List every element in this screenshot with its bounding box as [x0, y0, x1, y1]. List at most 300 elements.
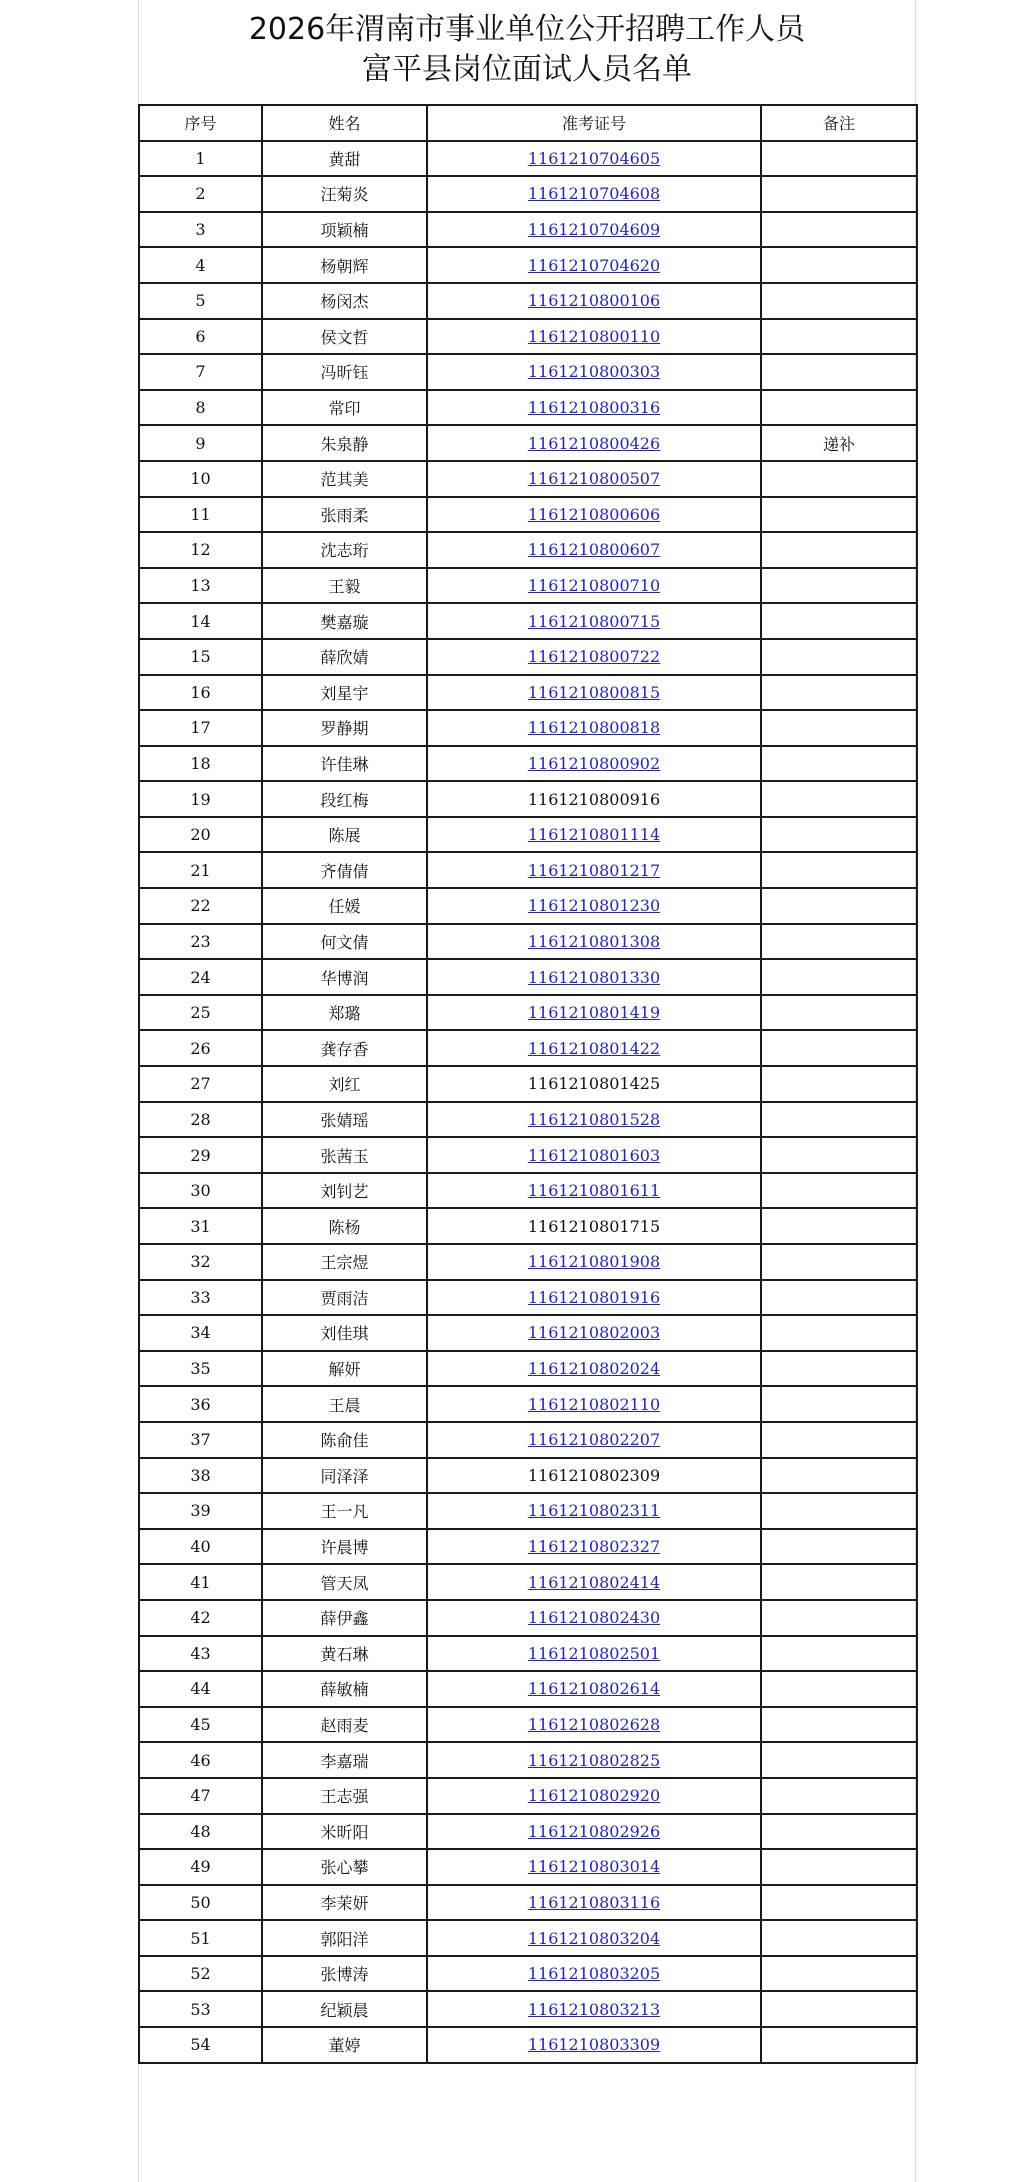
table-row — [139, 1564, 917, 1600]
remark-cell — [761, 639, 917, 675]
name-cell: 张茜玉 — [262, 1137, 427, 1173]
table-row — [139, 212, 917, 248]
exam-id-cell — [427, 1493, 761, 1529]
serial-cell: 47 — [139, 1778, 262, 1814]
name-cell: 朱泉静 — [262, 425, 427, 461]
remark-cell — [761, 1351, 917, 1387]
table-row — [139, 603, 917, 639]
exam-id-link[interactable]: 1161210802501 — [527, 1643, 661, 1663]
table-row — [139, 247, 917, 283]
remark-cell — [761, 995, 917, 1031]
remark-cell — [761, 390, 917, 426]
serial-cell: 50 — [139, 1885, 262, 1921]
remark-cell — [761, 1956, 917, 1992]
remark-cell — [761, 1315, 917, 1351]
serial-cell: 24 — [139, 959, 262, 995]
exam-id-link[interactable]: 1161210801419 — [527, 1003, 661, 1023]
exam-id-cell — [427, 1920, 761, 1956]
table-row — [139, 959, 917, 995]
exam-id-cell — [427, 1707, 761, 1743]
exam-id-link[interactable]: 1161210802430 — [527, 1608, 661, 1628]
remark-cell — [761, 1778, 917, 1814]
table-row — [139, 1493, 917, 1529]
exam-id-cell — [427, 746, 761, 782]
serial-cell: 43 — [139, 1636, 262, 1672]
exam-id-cell — [427, 141, 761, 177]
remark-cell — [761, 1173, 917, 1209]
table-row — [139, 1422, 917, 1458]
serial-cell: 5 — [139, 283, 262, 319]
table-row — [139, 1208, 917, 1244]
table-row — [139, 283, 917, 319]
exam-id-link[interactable]: 1161210803205 — [527, 1964, 661, 1984]
serial-cell: 8 — [139, 390, 262, 426]
table-row — [139, 817, 917, 853]
serial-cell: 6 — [139, 319, 262, 355]
table-row — [139, 852, 917, 888]
serial-cell: 1 — [139, 141, 262, 177]
exam-id-cell — [427, 1244, 761, 1280]
exam-id-link[interactable]: 1161210704608 — [527, 184, 661, 204]
exam-id-cell — [427, 212, 761, 248]
remark-cell — [761, 1386, 917, 1422]
exam-id-cell — [427, 1636, 761, 1672]
table-row — [139, 924, 917, 960]
table-row — [139, 1636, 917, 1672]
serial-cell: 31 — [139, 1208, 262, 1244]
remark-cell — [761, 1564, 917, 1600]
name-cell: 解妍 — [262, 1351, 427, 1387]
remark-cell — [761, 1814, 917, 1850]
remark-cell — [761, 710, 917, 746]
exam-id-cell — [427, 710, 761, 746]
name-cell: 同泽泽 — [262, 1458, 427, 1494]
serial-cell: 16 — [139, 675, 262, 711]
exam-id-link[interactable]: 1161210801528 — [527, 1109, 661, 1129]
serial-cell: 18 — [139, 746, 262, 782]
table-row — [139, 995, 917, 1031]
name-cell: 汪菊炎 — [262, 176, 427, 212]
name-cell: 纪颖晨 — [262, 1991, 427, 2027]
remark-cell — [761, 212, 917, 248]
remark-cell — [761, 1422, 917, 1458]
name-cell: 段红梅 — [262, 781, 427, 817]
exam-id-link[interactable]: 1161210800426 — [527, 433, 661, 453]
name-cell: 张心攀 — [262, 1849, 427, 1885]
name-cell: 陈杨 — [262, 1208, 427, 1244]
exam-id-cell — [427, 1564, 761, 1600]
serial-cell: 29 — [139, 1137, 262, 1173]
table-row — [139, 1742, 917, 1778]
exam-id-link[interactable]: 1161210802207 — [527, 1430, 661, 1450]
exam-id-cell — [427, 1671, 761, 1707]
exam-id-cell — [427, 2027, 761, 2063]
exam-id-link[interactable]: 1161210800507 — [527, 469, 661, 489]
remark-cell — [761, 1066, 917, 1102]
name-cell: 樊嘉璇 — [262, 603, 427, 639]
name-cell: 冯昕钰 — [262, 354, 427, 390]
exam-id-link[interactable]: 1161210800110 — [527, 326, 661, 346]
remark-cell — [761, 497, 917, 533]
name-cell: 沈志珩 — [262, 532, 427, 568]
remark-cell — [761, 888, 917, 924]
header-name: 姓名 — [262, 105, 427, 141]
remark-cell — [761, 924, 917, 960]
name-cell: 龚存香 — [262, 1030, 427, 1066]
name-cell: 赵雨麦 — [262, 1707, 427, 1743]
remark-cell — [761, 781, 917, 817]
table-row — [139, 1244, 917, 1280]
exam-id-cell — [427, 319, 761, 355]
name-cell: 张雨柔 — [262, 497, 427, 533]
exam-id-link[interactable]: 1161210801908 — [527, 1252, 661, 1272]
exam-id-link[interactable]: 1161210803204 — [527, 1928, 661, 1948]
name-cell: 王宗煜 — [262, 1244, 427, 1280]
serial-cell: 11 — [139, 497, 262, 533]
exam-id-link[interactable]: 1161210801422 — [527, 1038, 661, 1058]
exam-id-link[interactable]: 1161210800722 — [527, 647, 661, 667]
name-cell: 王毅 — [262, 568, 427, 604]
exam-id-link[interactable]: 1161210802110 — [527, 1394, 661, 1414]
remark-cell — [761, 1707, 917, 1743]
serial-cell: 13 — [139, 568, 262, 604]
serial-cell: 33 — [139, 1280, 262, 1316]
exam-id-link[interactable]: 1161210802024 — [527, 1359, 661, 1379]
exam-id-link[interactable]: 1161210803014 — [527, 1857, 661, 1877]
serial-cell: 15 — [139, 639, 262, 675]
exam-id-cell — [427, 995, 761, 1031]
name-cell: 杨闵杰 — [262, 283, 427, 319]
exam-id-cell — [427, 1529, 761, 1565]
name-cell: 王一凡 — [262, 1493, 427, 1529]
serial-cell: 22 — [139, 888, 262, 924]
exam-id-link[interactable]: 1161210800607 — [527, 540, 661, 560]
exam-id-cell — [427, 1137, 761, 1173]
exam-id-cell — [427, 888, 761, 924]
name-cell: 董婷 — [262, 2027, 427, 2063]
exam-id-link[interactable]: 1161210802003 — [527, 1323, 661, 1343]
serial-cell: 2 — [139, 176, 262, 212]
name-cell: 任媛 — [262, 888, 427, 924]
exam-id-cell — [427, 1280, 761, 1316]
table-row — [139, 1778, 917, 1814]
exam-id-cell — [427, 675, 761, 711]
exam-id-cell — [427, 497, 761, 533]
exam-id-cell — [427, 781, 761, 817]
remark-cell — [761, 1244, 917, 1280]
name-cell: 王晨 — [262, 1386, 427, 1422]
exam-id-link[interactable]: 1161210802628 — [527, 1715, 661, 1735]
exam-id-cell — [427, 1422, 761, 1458]
table-row — [139, 1280, 917, 1316]
remark-cell — [761, 1280, 917, 1316]
table-row — [139, 568, 917, 604]
name-cell: 张婧瑶 — [262, 1102, 427, 1138]
name-cell: 刘星宇 — [262, 675, 427, 711]
exam-id-cell — [427, 247, 761, 283]
exam-id-link[interactable]: 1161210803213 — [527, 1999, 661, 2019]
table-row — [139, 1458, 917, 1494]
exam-id-text: 1161210802309 — [527, 1465, 661, 1485]
name-cell: 刘红 — [262, 1066, 427, 1102]
serial-cell: 23 — [139, 924, 262, 960]
remark-cell — [761, 532, 917, 568]
serial-cell: 14 — [139, 603, 262, 639]
remark-cell — [761, 675, 917, 711]
name-cell: 薛敏楠 — [262, 1671, 427, 1707]
name-cell: 常印 — [262, 390, 427, 426]
table-row — [139, 497, 917, 533]
remark-cell — [761, 568, 917, 604]
table-row — [139, 2027, 917, 2063]
name-cell: 贾雨洁 — [262, 1280, 427, 1316]
exam-id-cell — [427, 568, 761, 604]
exam-id-link[interactable]: 1161210801114 — [527, 825, 661, 845]
name-cell: 张博涛 — [262, 1956, 427, 1992]
exam-id-link[interactable]: 1161210802825 — [527, 1750, 661, 1770]
exam-id-cell — [427, 924, 761, 960]
name-cell: 陈俞佳 — [262, 1422, 427, 1458]
table-row — [139, 1137, 917, 1173]
serial-cell: 36 — [139, 1386, 262, 1422]
exam-id-link[interactable]: 1161210802311 — [527, 1501, 661, 1521]
table-row — [139, 710, 917, 746]
exam-id-cell — [427, 1102, 761, 1138]
serial-cell: 35 — [139, 1351, 262, 1387]
exam-id-link[interactable]: 1161210802414 — [527, 1572, 661, 1592]
table-row — [139, 1066, 917, 1102]
title-line-2: 富平县岗位面试人员名单 — [362, 52, 692, 87]
remark-cell — [761, 1493, 917, 1529]
exam-id-link[interactable]: 1161210800715 — [527, 611, 661, 631]
name-cell: 黄甜 — [262, 141, 427, 177]
serial-cell: 46 — [139, 1742, 262, 1778]
name-cell: 薛欣婧 — [262, 639, 427, 675]
exam-id-cell — [427, 1173, 761, 1209]
serial-cell: 27 — [139, 1066, 262, 1102]
remark-cell — [761, 852, 917, 888]
name-cell: 华博润 — [262, 959, 427, 995]
exam-id-link[interactable]: 1161210802920 — [527, 1786, 661, 1806]
exam-id-cell — [427, 1066, 761, 1102]
exam-id-link[interactable]: 1161210801916 — [527, 1287, 661, 1307]
name-cell: 项颖楠 — [262, 212, 427, 248]
name-cell: 米昕阳 — [262, 1814, 427, 1850]
table-row — [139, 1849, 917, 1885]
remark-cell — [761, 1920, 917, 1956]
exam-id-link[interactable]: 1161210704620 — [527, 255, 661, 275]
exam-id-cell — [427, 1956, 761, 1992]
serial-cell: 28 — [139, 1102, 262, 1138]
name-cell: 罗静期 — [262, 710, 427, 746]
table-row — [139, 746, 917, 782]
table-row — [139, 1386, 917, 1422]
remark-cell — [761, 1991, 917, 2027]
exam-id-link[interactable]: 1161210802614 — [527, 1679, 661, 1699]
remark-cell — [761, 1458, 917, 1494]
exam-id-cell — [427, 1849, 761, 1885]
exam-id-link[interactable]: 1161210704609 — [527, 220, 661, 240]
remark-cell — [761, 319, 917, 355]
serial-cell: 45 — [139, 1707, 262, 1743]
exam-id-cell — [427, 425, 761, 461]
exam-id-link[interactable]: 1161210800316 — [527, 398, 661, 418]
serial-cell: 54 — [139, 2027, 262, 2063]
remark-cell — [761, 1742, 917, 1778]
remark-cell — [761, 176, 917, 212]
exam-id-link[interactable]: 1161210801330 — [527, 967, 661, 987]
serial-cell: 9 — [139, 425, 262, 461]
exam-id-text: 1161210801715 — [527, 1216, 661, 1236]
exam-id-link[interactable]: 1161210801217 — [527, 860, 661, 880]
exam-id-link[interactable]: 1161210800606 — [527, 504, 661, 524]
table-row — [139, 1030, 917, 1066]
exam-id-cell — [427, 283, 761, 319]
table-row — [139, 1707, 917, 1743]
exam-id-cell — [427, 959, 761, 995]
remark-cell — [761, 283, 917, 319]
name-cell: 齐倩倩 — [262, 852, 427, 888]
exam-id-cell — [427, 603, 761, 639]
table-body — [139, 141, 917, 2063]
serial-cell: 20 — [139, 817, 262, 853]
remark-cell — [761, 1600, 917, 1636]
name-cell: 王志强 — [262, 1778, 427, 1814]
remark-cell — [761, 247, 917, 283]
exam-id-link[interactable]: 1161210802327 — [527, 1537, 661, 1557]
serial-cell: 48 — [139, 1814, 262, 1850]
serial-cell: 40 — [139, 1529, 262, 1565]
remark-cell — [761, 354, 917, 390]
table-row — [139, 461, 917, 497]
table-row — [139, 176, 917, 212]
exam-id-link[interactable]: 1161210800710 — [527, 576, 661, 596]
exam-id-cell — [427, 1351, 761, 1387]
exam-id-cell — [427, 1315, 761, 1351]
name-cell: 李嘉瑞 — [262, 1742, 427, 1778]
exam-id-cell — [427, 852, 761, 888]
serial-cell: 42 — [139, 1600, 262, 1636]
serial-cell: 41 — [139, 1564, 262, 1600]
serial-cell: 25 — [139, 995, 262, 1031]
exam-id-cell — [427, 1814, 761, 1850]
exam-id-link[interactable]: 1161210800815 — [527, 682, 661, 702]
remark-cell — [761, 1885, 917, 1921]
remark-cell — [761, 1671, 917, 1707]
exam-id-link[interactable]: 1161210800106 — [527, 291, 661, 311]
name-cell: 侯文哲 — [262, 319, 427, 355]
header-serial: 序号 — [139, 105, 262, 141]
remark-cell — [761, 1849, 917, 1885]
name-cell: 许晨博 — [262, 1529, 427, 1565]
table-row — [139, 319, 917, 355]
remark-cell — [761, 1102, 917, 1138]
exam-id-cell — [427, 1208, 761, 1244]
serial-cell: 53 — [139, 1991, 262, 2027]
remark-cell — [761, 1137, 917, 1173]
exam-id-link[interactable]: 1161210801603 — [527, 1145, 661, 1165]
exam-id-cell — [427, 532, 761, 568]
remark-cell — [761, 1030, 917, 1066]
header-remark: 备注 — [761, 105, 917, 141]
name-cell: 黄石琳 — [262, 1636, 427, 1672]
exam-id-link[interactable]: 1161210800902 — [527, 753, 661, 773]
exam-id-link[interactable]: 1161210704605 — [527, 148, 661, 168]
exam-id-link[interactable]: 1161210801230 — [527, 896, 661, 916]
exam-id-cell — [427, 354, 761, 390]
exam-id-cell — [427, 390, 761, 426]
exam-id-cell — [427, 1742, 761, 1778]
exam-id-cell — [427, 1885, 761, 1921]
serial-cell: 51 — [139, 1920, 262, 1956]
exam-id-cell — [427, 461, 761, 497]
name-cell: 何文倩 — [262, 924, 427, 960]
table-header-row — [139, 105, 917, 141]
table-row — [139, 781, 917, 817]
serial-cell: 19 — [139, 781, 262, 817]
serial-cell: 7 — [139, 354, 262, 390]
remark-cell — [761, 461, 917, 497]
table-row — [139, 639, 917, 675]
serial-cell: 30 — [139, 1173, 262, 1209]
table-row — [139, 1102, 917, 1138]
table-row — [139, 1885, 917, 1921]
exam-id-link[interactable]: 1161210802926 — [527, 1821, 661, 1841]
name-cell: 杨朝辉 — [262, 247, 427, 283]
name-cell: 郭阳洋 — [262, 1920, 427, 1956]
remark-cell — [761, 1208, 917, 1244]
exam-id-cell — [427, 639, 761, 675]
remark-cell — [761, 817, 917, 853]
remark-cell — [761, 959, 917, 995]
exam-id-link[interactable]: 1161210800818 — [527, 718, 661, 738]
exam-id-cell — [427, 176, 761, 212]
exam-id-cell — [427, 1030, 761, 1066]
name-cell: 陈展 — [262, 817, 427, 853]
exam-id-link[interactable]: 1161210803116 — [527, 1892, 661, 1912]
exam-id-cell — [427, 817, 761, 853]
table-row — [139, 141, 917, 177]
name-cell: 刘钊艺 — [262, 1173, 427, 1209]
remark-cell: 递补 — [761, 425, 917, 461]
serial-cell: 21 — [139, 852, 262, 888]
name-cell: 刘佳琪 — [262, 1315, 427, 1351]
table-row — [139, 1956, 917, 1992]
remark-cell — [761, 603, 917, 639]
serial-cell: 49 — [139, 1849, 262, 1885]
exam-id-link[interactable]: 1161210803309 — [527, 2035, 661, 2055]
exam-id-cell — [427, 1600, 761, 1636]
table-row — [139, 354, 917, 390]
table-row — [139, 532, 917, 568]
exam-id-link[interactable]: 1161210801611 — [527, 1181, 661, 1201]
name-cell: 管天凤 — [262, 1564, 427, 1600]
serial-cell: 37 — [139, 1422, 262, 1458]
document-title — [138, 0, 916, 104]
exam-id-cell — [427, 1991, 761, 2027]
serial-cell: 17 — [139, 710, 262, 746]
remark-cell — [761, 141, 917, 177]
exam-id-link[interactable]: 1161210800303 — [527, 362, 661, 382]
exam-id-cell — [427, 1458, 761, 1494]
exam-id-cell — [427, 1386, 761, 1422]
exam-id-link[interactable]: 1161210801308 — [527, 931, 661, 951]
serial-cell: 34 — [139, 1315, 262, 1351]
exam-id-cell — [427, 1778, 761, 1814]
table-row — [139, 1991, 917, 2027]
table-row — [139, 675, 917, 711]
serial-cell: 12 — [139, 532, 262, 568]
